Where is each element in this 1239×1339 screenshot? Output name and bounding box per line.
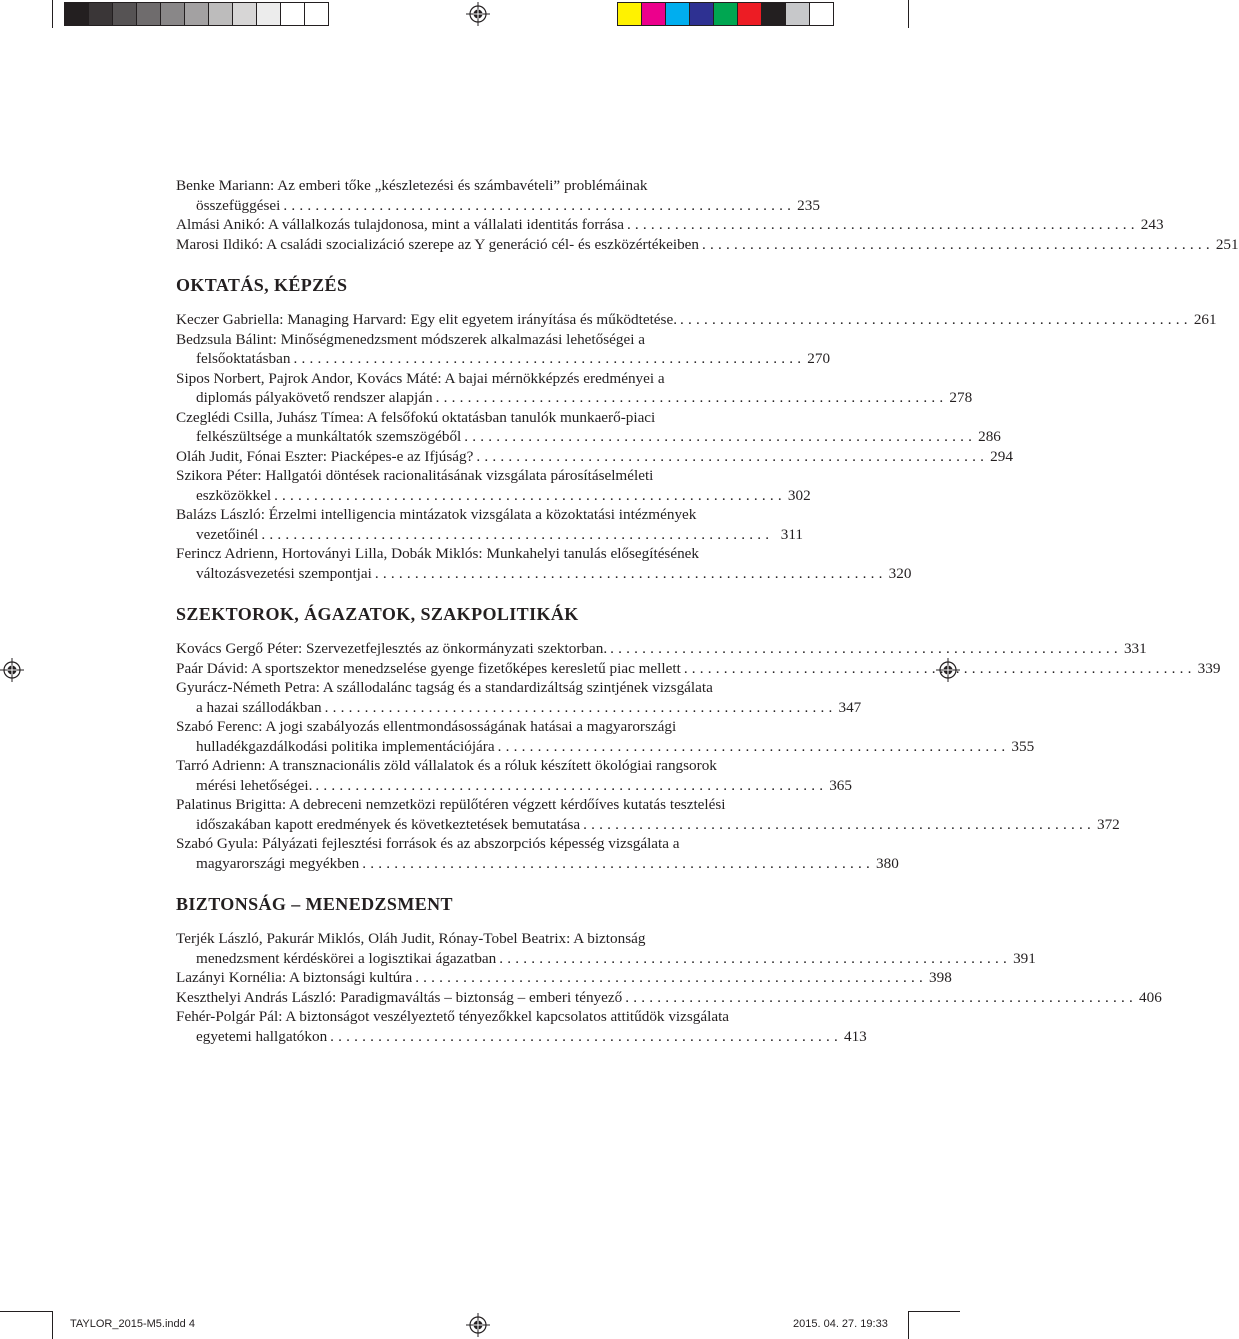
color-swatch [256, 2, 281, 26]
color-swatch [136, 2, 161, 26]
toc-entry-line: Gyurácz-Németh Petra: A szállodalánc tagság és a standardizáltság szintjének vizsgálata [176, 679, 713, 696]
color-swatch [617, 2, 642, 26]
toc-dot-leader: ................................................................ [283, 196, 796, 214]
color-swatch [88, 2, 113, 26]
color-swatch [304, 2, 329, 26]
toc-entry-line: Czeglédi Csilla, Juhász Tímea: A felsőfokú oktatásban tanulók munkaerő-piaci [176, 408, 656, 426]
toc-entry-last-line [176, 854, 899, 874]
color-swatch [785, 2, 810, 26]
toc-entry-last-line [176, 388, 973, 408]
toc-page-number: 243 [1140, 216, 1164, 233]
toc-section [176, 893, 1162, 1046]
toc-entry-title: Marosi Ildikó: A családi szocializáció szerepe az Y generáció cél- és eszközértékeiben [176, 235, 700, 253]
toc-entry-last-line [176, 486, 811, 506]
toc-entry-title: Almási Anikó: A vállalkozás tulajdonosa, mint a vállalati identitás forrása [176, 216, 624, 233]
color-swatch [809, 2, 834, 26]
toc-dot-leader: ................................................................ [683, 659, 1196, 677]
toc-entry-last-line [176, 525, 803, 545]
color-swatch [713, 2, 738, 26]
slug-filename: TAYLOR_2015-M5.indd 4 [70, 1318, 195, 1330]
section-heading: BIZTONSÁG – MENEDZSMENT [176, 894, 453, 914]
toc-entry-line: Ferincz Adrienn, Hortoványi Lilla, Dobák Miklós: Munkahelyi tanulás elősegítésének [176, 545, 700, 562]
section-heading: OKTATÁS, KÉPZÉS [176, 275, 348, 295]
toc-entry-title: Keszthelyi András László: Paradigmaváltás – biztonság – emberi tényező [176, 988, 623, 1006]
toc-entry-last-line [176, 968, 952, 988]
toc-entry-last-line [176, 235, 1239, 255]
toc-entry-title: Keczer Gabriella: Managing Harvard: Egy elit egyetem irányítása és működtetése. [176, 311, 677, 328]
toc-entry-title: hulladékgazdálkodási politika implementációjára [196, 737, 495, 755]
toc-entry-last-line [176, 815, 1120, 835]
trim-mark-bottom-right [908, 1311, 909, 1339]
color-swatch [641, 2, 666, 26]
color-swatch [64, 2, 89, 26]
toc-page-number: 339 [1197, 659, 1221, 677]
toc-dot-leader: ................................................................ [625, 988, 1138, 1006]
toc-page-number: 294 [990, 447, 1013, 465]
toc-entry-title: vezetőinél [196, 525, 259, 543]
toc-page-number: 302 [787, 486, 811, 504]
trim-mark-bottom-left [52, 1311, 53, 1339]
toc-intro-entries [176, 176, 1239, 254]
toc-dot-leader: ................................................................ [610, 640, 1122, 657]
color-swatch [761, 2, 786, 26]
toc-entry [176, 235, 1239, 255]
toc-entry-title: felsőoktatásban [196, 350, 291, 367]
toc-page-number: 347 [838, 698, 862, 716]
color-swatch [184, 2, 209, 26]
grayscale-calibration-bar [64, 2, 328, 26]
toc-dot-leader: ................................................................ [362, 854, 875, 872]
toc-entry [176, 717, 1035, 756]
toc-entry [176, 310, 1217, 330]
toc-entry-last-line [176, 310, 1217, 330]
toc-entry-last-line [176, 215, 1164, 235]
color-swatch [689, 2, 714, 26]
toc-entry [176, 834, 899, 873]
toc-entry [176, 639, 1147, 659]
toc-entry [176, 408, 1001, 447]
color-swatch [665, 2, 690, 26]
toc-entry-title: Paár Dávid: A sportszektor menedzselése gyenge fizetőképes keresletű piac mellett [176, 659, 681, 677]
toc-section [176, 274, 1217, 583]
toc-dot-leader: ................................................................ [464, 428, 977, 445]
color-swatch [737, 2, 762, 26]
toc-page-number: 251 [1215, 235, 1239, 253]
toc-page-number: 286 [978, 428, 1001, 445]
trim-mark-bottom-left-h [0, 1311, 52, 1312]
toc-page-number: 235 [797, 196, 820, 214]
toc-dot-leader: ................................................................ [274, 486, 786, 504]
toc-dot-leader: ................................................................ [293, 350, 806, 367]
toc-page-number: 311 [780, 525, 803, 543]
toc-page-number: 261 [1193, 311, 1217, 328]
registration-mark-bottom-icon [466, 1313, 490, 1337]
toc-dot-leader: ................................................................ [583, 815, 1095, 833]
toc-entry-last-line [176, 349, 831, 369]
toc-dot-leader: ................................................................ [261, 525, 774, 543]
toc-entry-last-line [176, 776, 852, 796]
toc-page-number: 398 [929, 969, 952, 986]
toc-section [176, 603, 1221, 873]
toc-dot-leader: ................................................................ [499, 949, 1012, 967]
toc-page-number: 391 [1013, 949, 1036, 967]
toc-dot-leader: ................................................................ [374, 564, 887, 582]
toc-dot-leader: ................................................................ [330, 1027, 842, 1045]
toc-entry-title: menedzsment kérdéskörei a logisztikai ágazatban [196, 949, 497, 967]
toc-entry-last-line [176, 196, 820, 216]
trim-mark-bottom-right-h [908, 1311, 960, 1312]
toc-entry [176, 795, 1120, 834]
toc-entry-line: Terjék László, Pakurár Miklós, Oláh Judit, Rónay-Tobel Beatrix: A biztonság [176, 930, 646, 947]
registration-mark-left-icon [0, 658, 24, 682]
toc-entry [176, 756, 852, 795]
color-swatch [160, 2, 185, 26]
toc-entry [176, 544, 912, 583]
toc-sections [176, 274, 1221, 1046]
toc-entry-last-line [176, 427, 1001, 447]
table-of-contents [176, 176, 1239, 1046]
toc-entry-last-line [176, 737, 1035, 757]
toc-dot-leader: ................................................................ [324, 698, 837, 716]
toc-entry-title: összefüggései [196, 196, 281, 214]
toc-entry [176, 215, 1164, 235]
toc-page-number: 365 [829, 776, 852, 794]
toc-dot-leader: ................................................................ [435, 389, 948, 406]
toc-entry-line: Fehér-Polgár Pál: A biztonságot veszélyeztető tényezőkkel kapcsolatos attitűdök vizsgálata [176, 1008, 730, 1025]
color-swatch [208, 2, 233, 26]
toc-entry [176, 330, 831, 369]
toc-dot-leader: ................................................................ [626, 216, 1139, 233]
trim-mark-top-left [52, 0, 53, 28]
toc-entry-title: mérési lehetőségei. [196, 776, 313, 794]
toc-entry-last-line [176, 949, 1036, 969]
toc-page-number: 406 [1139, 988, 1162, 1006]
section-heading: SZEKTOROK, ÁGAZATOK, SZAKPOLITIKÁK [176, 604, 579, 624]
toc-dot-leader: ................................................................ [497, 737, 1010, 755]
toc-entry-title: változásvezetési szempontjai [196, 564, 372, 582]
toc-entry [176, 466, 811, 505]
toc-entry [176, 988, 1162, 1008]
color-swatch [232, 2, 257, 26]
slug-date: 2015. 04. 27. 19:33 [793, 1318, 888, 1330]
toc-entry-title: Kovács Gergő Péter: Szervezetfejlesztés az önkormányzati szektorban. [176, 640, 608, 657]
toc-page-number: 413 [843, 1027, 867, 1045]
toc-entry-title: magyarországi megyékben [196, 854, 360, 872]
toc-entry-last-line [176, 659, 1221, 679]
toc-entry-line: Tarró Adrienn: A transznacionális zöld vállalatok és a róluk készített ökológiai rangsorok [176, 757, 717, 774]
trim-mark-top-right [908, 0, 909, 28]
registration-mark-top-icon [466, 2, 490, 26]
toc-entry-line: Benke Mariann: Az emberi tőke „készletezési és számbavételi” problémáinak [176, 177, 648, 194]
color-swatch [112, 2, 137, 26]
toc-entry-title: diplomás pályakövető rendszer alapján [196, 389, 433, 406]
toc-entry-title: felkészültsége a munkáltatók szemszögéből [196, 428, 462, 445]
toc-entry [176, 659, 1221, 679]
toc-entry-title: egyetemi hallgatókon [196, 1027, 328, 1045]
toc-page-number: 380 [876, 854, 899, 872]
toc-entry-last-line [176, 1027, 867, 1047]
toc-entry-last-line [176, 988, 1162, 1008]
toc-page-number: 372 [1096, 815, 1120, 833]
toc-entry [176, 176, 820, 215]
toc-page-number: 355 [1011, 737, 1035, 755]
toc-entry [176, 929, 1036, 968]
toc-entry [176, 447, 1013, 467]
toc-entry-last-line [176, 447, 1013, 467]
color-calibration-bar [617, 2, 833, 26]
toc-entry-line: Szabó Ferenc: A jogi szabályozás ellentmondásosságának hatásai a magyarországi [176, 718, 677, 735]
toc-entry-line: Szikora Péter: Hallgatói döntések racionalitásának vizsgálata párosításelméleti [176, 467, 654, 484]
color-swatch [280, 2, 305, 26]
toc-entry-title: Lazányi Kornélia: A biztonsági kultúra [176, 969, 413, 986]
toc-entry-line: Palatinus Brigitta: A debreceni nemzetközi repülőtéren végzett kérdőíves kutatás tesztelési [176, 796, 726, 813]
toc-dot-leader: ................................................................ [415, 969, 927, 986]
toc-dot-leader: ................................................................ [680, 311, 1192, 328]
toc-entry [176, 968, 952, 988]
toc-entry [176, 678, 862, 717]
toc-page-number: 270 [807, 350, 831, 367]
toc-entry-title: eszközökkel [196, 486, 272, 504]
toc-entry [176, 505, 803, 544]
toc-page-number: 278 [949, 389, 973, 406]
toc-entry [176, 369, 973, 408]
toc-entry-last-line [176, 698, 862, 718]
toc-entry-line: Sipos Norbert, Pajrok Andor, Kovács Máté: A bajai mérnökképzés eredményei a [176, 369, 665, 387]
toc-dot-leader: ................................................................ [702, 235, 1214, 253]
toc-entry-line: Bedzsula Bálint: Minőségmenedzsment módszerek alkalmazási lehetőségei a [176, 330, 645, 348]
toc-dot-leader: ................................................................ [476, 447, 989, 465]
toc-dot-leader: ................................................................ [315, 776, 828, 794]
toc-entry-last-line [176, 639, 1147, 659]
toc-entry-title: időszakában kapott eredmények és következtetések bemutatása [196, 815, 581, 833]
toc-entry-title: Oláh Judit, Fónai Eszter: Piacképes-e az Ifjúság? [176, 447, 474, 465]
toc-entry-last-line [176, 564, 912, 584]
toc-entry-line: Szabó Gyula: Pályázati fejlesztési források és az abszorpciós képesség vizsgálata a [176, 835, 680, 852]
toc-entry-title: a hazai szállodákban [196, 698, 322, 716]
toc-page-number: 320 [888, 564, 912, 582]
toc-page-number: 331 [1123, 640, 1147, 657]
toc-entry-line: Balázs László: Érzelmi intelligencia mintázatok vizsgálata a közoktatási intézmények [176, 506, 697, 523]
toc-entry [176, 1007, 867, 1046]
